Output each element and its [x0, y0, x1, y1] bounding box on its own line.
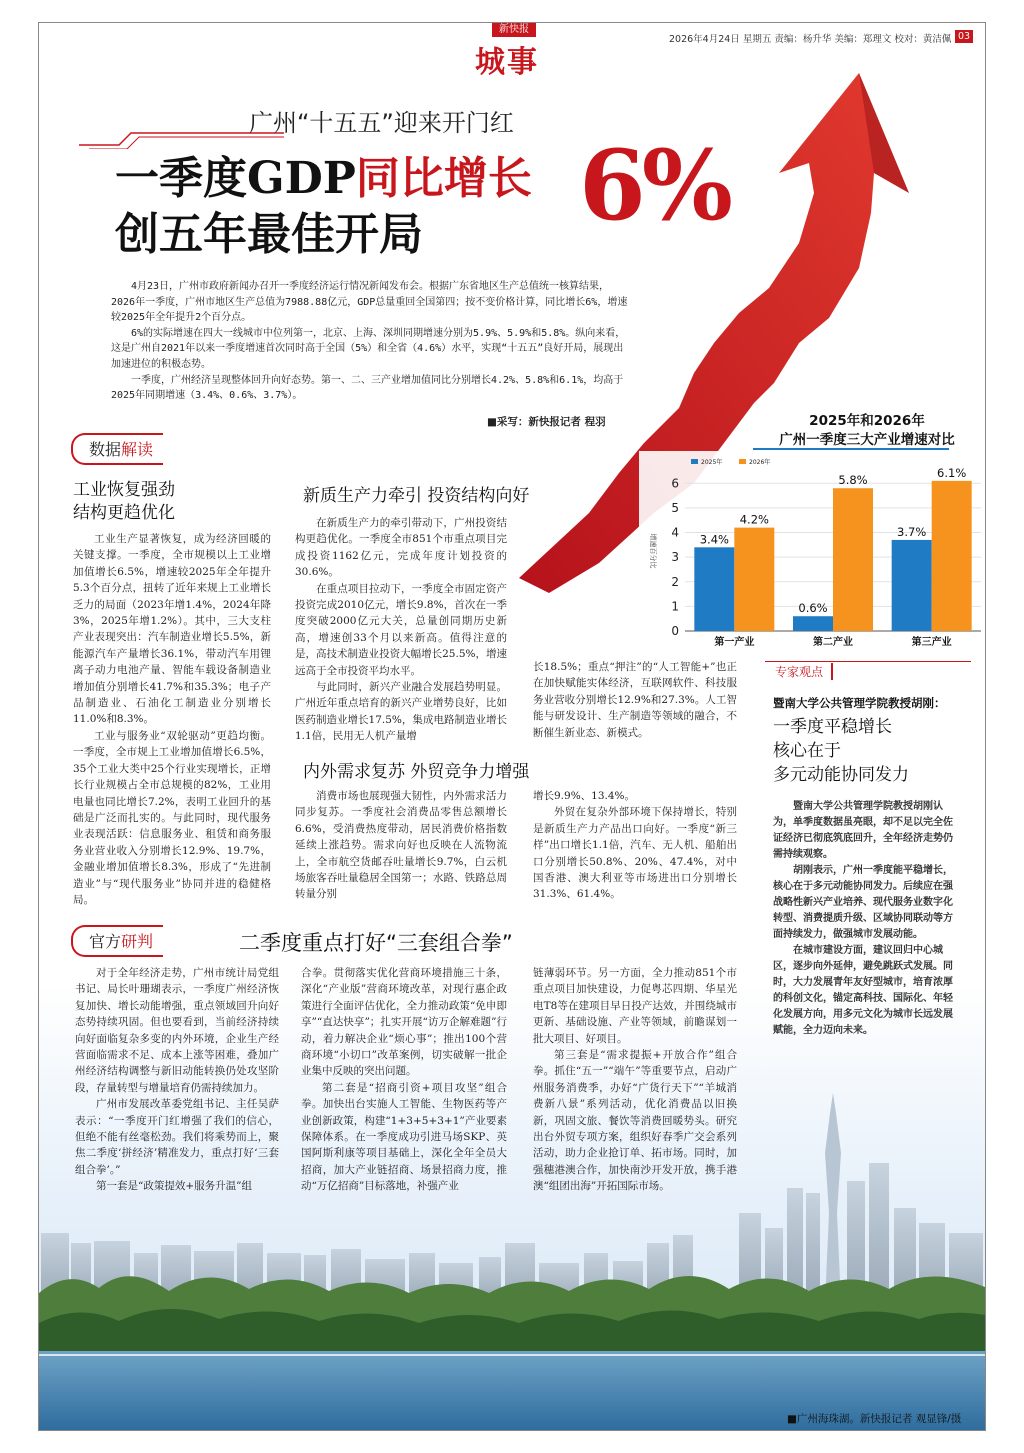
chart-data-label: 3.4% [699, 532, 729, 547]
chart-legend-swatch [691, 459, 698, 464]
ai-paragraph: 长18.5%；重点“押注”的“人工智能+”也正在加快赋能实体经济，互联网软件、科技服务业营收分别增长12.9%和27.3%。人工智能与研发设计、生产制造等领域的融合，不断催生新业态、新模式。 [533, 661, 737, 739]
official-paragraph: 第二套是“招商引资+项目攻坚”组合拳。加快出台实施人工智能、生物医药等产业创新政策，构建“1+3+5+3+1”产业要素保障体系。在一季度成功引进马场SKP、英国阿斯利康等项目基础上，深化全年全员大招商，加大产业链招商、场景招商力度，推动“万亿招商”目标落地，补强产业 [301, 1081, 507, 1193]
chart-legend-label: 2026年 [749, 459, 771, 466]
expert-speaker: 暨南大学公共管理学院教授胡刚： [773, 696, 946, 710]
headline-line2: 创五年最佳开局 [115, 209, 423, 260]
chart-data-label: 6.1% [937, 465, 967, 480]
lead-article [111, 279, 631, 404]
chart-bar [932, 481, 972, 631]
page-number: 03 [955, 30, 973, 43]
demand-paragraph: 外贸在复杂外部环境下保持增长，特别是新质生产力产品出口向好。一季度“新三样”出口增长1.1倍，汽车、无人机、船舶出口分别增长50.8%、20%、47.4%，对中国香港、澳大利亚等市场进出口分别增长31.3%、61.4%。 [533, 806, 737, 901]
headline-black-text: 一季度GDP [115, 153, 356, 204]
industry-growth-chart [599, 451, 985, 651]
headline-red-text: 同比增长 [355, 153, 532, 204]
official-paragraph-cont: 链薄弱环节。另一方面，全力推动851个市重点项目加快建设，力促粤芯四期、华星光电T8等在建项目早日投产达效，并围绕城市更新、基础设施、产业等领域，前瞻谋划一批大项目、好项目。 [533, 967, 737, 1045]
lead-byline: ■采写：新快报记者 程羽 [487, 416, 606, 428]
chart-legend-swatch [739, 459, 746, 464]
section-title: 城事 [475, 45, 539, 80]
chart-bar [734, 528, 774, 631]
chart-title-line2: 广州一季度三大产业增速对比 [779, 432, 955, 448]
official-title: 二季度重点打好“三套组合拳” [239, 931, 513, 955]
official-paragraph: 第三套是“需求提振+开放合作”组合拳。抓住“五一”“端午”等重要节点，启动广州服务消费季，办好“广货行天下”“羊城消费新八景”系列活动，优化消费品以旧换新，巩固文旅、餐饮等消费回暖势头。研究出台外贸专项方案，组织好春季广交会系列活动，助力企业抢订单、拓市场。同时，加强穗港澳合作，加快南沙开发开放，携手港澳“组团出海”开拓国际市场。 [533, 1049, 737, 1193]
newspaper-page [38, 22, 986, 1431]
chart-data-label: 0.6% [798, 601, 828, 616]
headline-line1 [115, 151, 532, 207]
chart-y-tick-label: 0 [671, 624, 679, 638]
demand-paragraph-cont: 增长9.9%、13.4%。 [533, 790, 636, 802]
chart-category-label: 第二产业 [813, 637, 853, 648]
expert-paragraph: 暨南大学公共管理学院教授胡刚认为，单季度数据虽亮眼，却不足以完全佐证经济已彻底筑底回升，全年经济走势仍需持续观察。 [773, 801, 953, 860]
investment-subtitle: 新质生产力牵引 投资结构向好 [303, 486, 530, 506]
expert-title-line3: 多元动能协同发力 [773, 765, 909, 785]
photo-caption: ■广州海珠湖。新快报记者 观显锋/摄 [787, 1413, 962, 1425]
page-meta: 2026年4月24日 星期五 责编：杨升华 美编：郑理文 校对：黄洁佩 [669, 34, 952, 45]
official-col3 [533, 965, 737, 1195]
headline-kicker: 广州“十五五”迎来开门红 [249, 109, 514, 137]
official-paragraph-cont: 合拳。贯彻落实优化营商环境措施三十条，深化“产业版”营商环境改革，对现行惠企政策进行全面评估优化，全力推动政策“免申即享”“直达快享”；扎实开展“访万企解难题”行动，着力解决企业“烦心事”；推出100个营商环境“小切口”改革案例，切实破解一批企业集中反映的突出问题。 [301, 967, 507, 1078]
chart-data-label: 3.7% [897, 524, 927, 539]
data-tag-part1: 数据 [89, 440, 122, 459]
chart-y-tick-label: 6 [671, 476, 679, 491]
investment-paragraph: 在新质生产力的牵引带动下，广州投资结构更趋优化。一季度全市851个市重点项目完成投资1162亿元，完成年度计划投资的30.6%。 [295, 517, 507, 579]
official-section-tag [89, 929, 153, 952]
expert-paragraph: 胡刚表示，广州一季度能平稳增长，核心在于多元动能协同发力。后续应在强战略性新兴产业培养、现代服务业数字化转型、消费提质升级、区域协同联动等方面持续发力，做强城市发展动能。 [773, 865, 953, 940]
demand-article-right [533, 788, 737, 903]
official-paragraph: 对于全年经济走势，广州市统计局党组书记、局长叶珊瑚表示，一季度广州经济恢复加快、增长动能增强，重点领域回升向好态势持续巩固。但也要看到，当前经济持续向好面临复杂多变的内外环境，企业生产经营面临需求不足、成本上涨等困难，叠加广州经济结构调整与新旧动能转换仍处攻坚阶段，存量转型与增量培育仍需持续加力。 [75, 967, 279, 1094]
demand-subtitle: 内外需求复苏 外贸竞争力增强 [303, 762, 530, 782]
lead-paragraph: 4月23日，广州市政府新闻办召开一季度经济运行情况新闻发布会。根据广东省地区生产总值统一核算结果，2026年一季度，广州市地区生产总值为7988.88亿元，GDP总量重回全国第四；按不变价格计算，同比增长6%，增速较2025年全年提升2个百分点。 [111, 281, 628, 324]
chart-data-label: 4.2% [739, 512, 769, 527]
chart-title-line1: 2025年和2026年 [809, 413, 925, 429]
expert-tag: 专家观点 [775, 663, 833, 680]
chart-bar [793, 616, 833, 631]
investment-paragraph: 与此同时，新兴产业融合发展趋势明显。广州近年重点培育的新兴产业增势良好，比如医药制造业增长17.5%，集成电路制造业增长1.1倍，民用无人机产量增 [295, 681, 507, 743]
brand-badge: 新快报 [492, 23, 536, 37]
chart-y-tick-label: 5 [671, 500, 679, 515]
chart-category-label: 第一产业 [714, 637, 755, 648]
official-paragraph: 广州市发展改革委党组书记、主任吴萨表示：“一季度开门红增强了我们的信心，但绝不能有丝毫松劲。我们将乘势而上，聚焦二季度‘拼经济’精准发力，重点打好‘三套组合拳’。” [75, 1098, 279, 1176]
lead-paragraph: 6%的实际增速在四大一线城市中位列第一，北京、上海、深圳同期增速分别为5.9%、5.9%和5.8%。纵向来看，这是广州自2021年以来一季度增速首次同时高于全国（5%）和全省（4.6%）水平，实现“十五五”良好开局，展现出加速进位的积极态势。 [111, 327, 626, 370]
lead-paragraph: 一季度，广州经济呈现整体回升向好态势。第一、二、三产业增加值同比分别增长4.2%、5.8%和6.1%，均高于2025年同期增速（3.4%、0.6%、3.7%）。 [111, 374, 624, 402]
industry-subtitle-line1: 工业恢复强劲 [73, 480, 175, 500]
industry-subtitle [73, 479, 175, 525]
official-col2 [301, 965, 507, 1195]
expert-title-line2: 核心在于 [773, 741, 841, 761]
investment-paragraph: 在重点项目拉动下，一季度全市固定资产投资完成2010亿元，增长9.8%，首次在一季度突破2000亿元大关，总量创同期历史新高，增速创33个月以来新高。值得注意的是，高技术制造业投资大幅增长25.5%，增速远高于全市投资平均水平。 [295, 582, 507, 677]
data-tag-part2: 解读 [121, 440, 154, 459]
industry-subtitle-line2: 结构更趋优化 [73, 503, 175, 523]
investment-article [295, 515, 507, 745]
chart-title-underline [753, 448, 949, 450]
chart-y-axis-label: 增速百分比 [649, 533, 657, 569]
official-col1 [75, 965, 279, 1195]
official-paragraph: 第一套是“政策提效+服务升温”组 [96, 1180, 253, 1193]
expert-tag-bar [765, 661, 971, 662]
expert-paragraph: 在城市建设方面，建议回归中心城区，逐步向外延伸，避免跳跃式发展。同时，大力发展青年友好型城市，培育浓厚的科创文化，锚定高科技、国际化、年轻化发展方向，用多元文化为城市长远发展赋能，全力迈向未来。 [773, 945, 953, 1036]
ai-article [533, 659, 737, 741]
chart-category-label: 第三产业 [911, 637, 952, 648]
expert-title-line1: 一季度平稳增长 [773, 717, 892, 737]
industry-article [73, 531, 271, 908]
industry-paragraph: 工业与服务业“双轮驱动”更趋均衡。一季度，全市规上工业增加值增长6.5%，35个工业大类中25个行业实现增长，正增长行业规模占全市总规模的82%，工业用电量也同比增长7.2%，表明工业回升的基础是广泛而扎实的。与此同时，现代服务业表现活跃：信息服务业、租赁和商务服务业营业收入分别增长12.9%、19.7%，金融业增加值增长8.3%，形成了“先进制造业”与“现代服务业”协同并进的稳健格局。 [73, 729, 271, 906]
chart-y-tick-label: 2 [671, 574, 679, 589]
industry-paragraph: 工业生产显著恢复，成为经济回暖的关键支撑。一季度，全市规模以上工业增加值增长6.5%，增速较2025年全年提升5.3个百分点，扭转了近年来规上工业增长乏力的局面（2023年增1.4%，2024年降3%，2025年增1.2%）。其中，三大支柱产业表现突出：汽车制造业增长5.5%，新能源汽车产量增长36.1%，带动汽车用锂离子动力电池产量、智能车载设备制造业增加值分别增长41.7%和35.3%；电子产品制造业、石油化工制造业分别增长11.0%和8.3%。 [73, 533, 271, 726]
chart-data-label: 5.8% [838, 473, 868, 488]
official-tag-part1: 官方 [89, 932, 122, 951]
chart-bar [892, 540, 932, 631]
headline-big-figure: 6% [579, 129, 730, 242]
demand-paragraph: 消费市场也展现强大韧性，内外需求活力同步复苏。一季度社会消费品零售总额增长6.6%，受消费热度带动，居民消费价格指数延续上涨趋势。需求向好也反映在人流物流上，全市航空货邮吞吐量增长9.7%，白云机场旅客吞吐量稳居全国第一；水路、铁路总周转量分别 [295, 790, 507, 901]
chart-y-tick-label: 4 [671, 525, 679, 540]
data-section-tag [89, 437, 153, 460]
official-tag-part2: 研判 [121, 932, 154, 951]
chart-legend-label: 2025年 [701, 459, 723, 466]
chart-bar [694, 547, 734, 631]
chart-bar [833, 488, 873, 631]
chart-y-tick-label: 3 [671, 550, 679, 565]
expert-article [773, 799, 955, 1039]
expert-title [773, 715, 909, 787]
chart-y-tick-label: 1 [671, 599, 679, 614]
demand-article-left [295, 788, 507, 903]
